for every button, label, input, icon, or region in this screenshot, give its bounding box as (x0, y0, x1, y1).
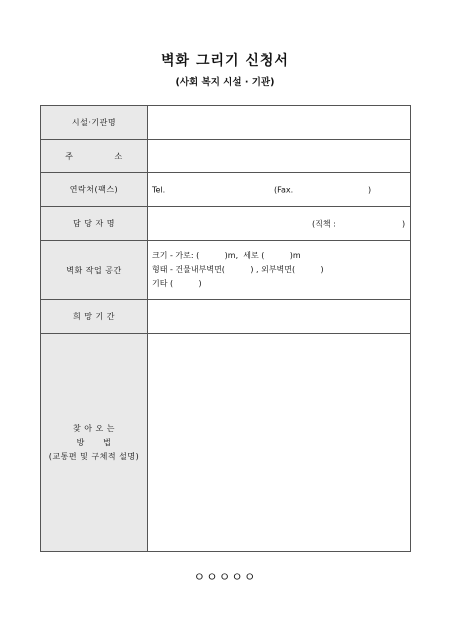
form-subtitle: (사회 복지 시설 · 기관) (175, 77, 275, 88)
directions-label-line2: 방 법 (76, 437, 112, 447)
period-field[interactable] (148, 300, 411, 334)
shape-line: 형태 - 건물내부벽면( ) , 외부벽면( ) (152, 265, 324, 274)
manager-field[interactable] (148, 207, 411, 241)
institution-field[interactable] (148, 106, 411, 140)
fax-text: (Fax. (274, 185, 294, 194)
contact-label: 연락처(팩스) (41, 173, 148, 207)
address-field[interactable] (148, 140, 411, 173)
period-label: 희 망 기 간 (41, 300, 148, 334)
application-form-table (40, 105, 411, 552)
institution-label: 시설·기관명 (41, 106, 148, 140)
fax-close: ) (368, 185, 372, 194)
position-text: (직책 : (312, 219, 336, 228)
manager-label: 담 당 자 명 (41, 207, 148, 241)
address-label: 주 소 (41, 140, 148, 173)
position-close: ) (402, 219, 406, 228)
directions-label (41, 334, 148, 552)
directions-label-line1: 찾 아 오 는 (72, 423, 116, 433)
other-line: 기타 ( ) (152, 279, 202, 288)
directions-label-line3: (교통편 및 구체적 설명) (48, 451, 140, 461)
mural-space-label: 벽화 작업 공간 (41, 241, 148, 300)
form-title: 벽화 그리기 신청서 (161, 53, 289, 69)
directions-field[interactable] (148, 334, 411, 552)
contact-field[interactable] (148, 173, 411, 207)
mural-space-field[interactable] (148, 241, 411, 300)
size-line: 크기 - 가로: ( )m, 세로 ( )m (152, 251, 301, 260)
footer-marks: ㅇㅇㅇㅇㅇ (193, 570, 257, 584)
tel-text: Tel. (152, 185, 166, 194)
